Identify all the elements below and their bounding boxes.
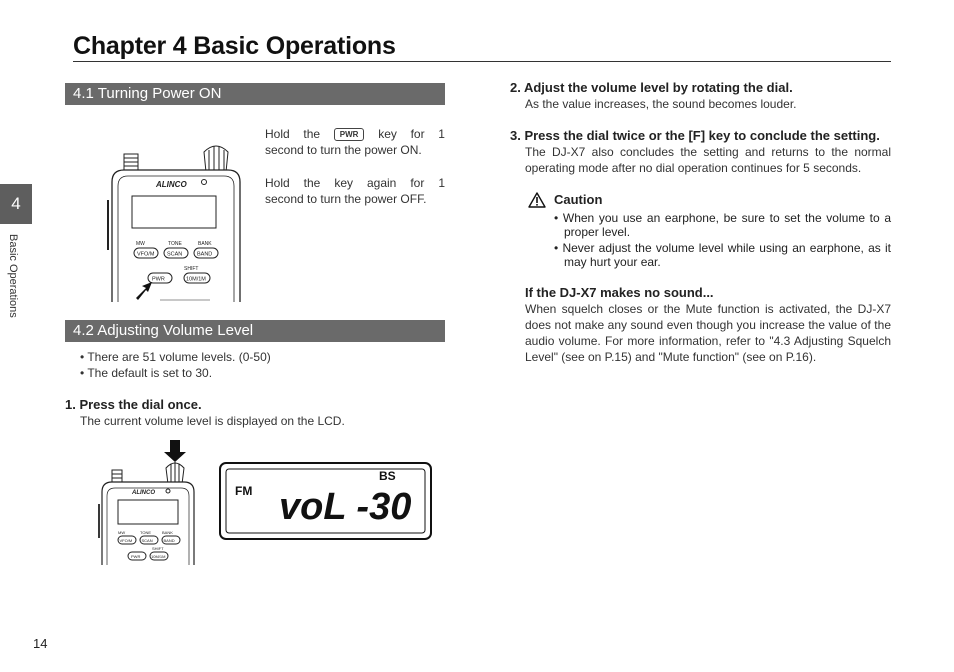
chapter-tab: 4 bbox=[0, 184, 32, 224]
svg-text:SCAN: SCAN bbox=[141, 538, 153, 543]
svg-text:BAND: BAND bbox=[163, 538, 175, 543]
warning-icon bbox=[528, 192, 546, 208]
title-rule bbox=[73, 61, 891, 62]
svg-text:SHIFT: SHIFT bbox=[184, 266, 199, 272]
svg-text:BANK: BANK bbox=[198, 241, 212, 247]
radio-illustration-volume bbox=[96, 438, 200, 566]
list-item: • Never adjust the volume level while using an earphone, as it may hurt your ear. bbox=[554, 241, 891, 269]
svg-text:VFO/M: VFO/M bbox=[137, 251, 155, 258]
section-heading-volume: 4.2 Adjusting Volume Level bbox=[65, 320, 445, 342]
svg-text:BANK: BANK bbox=[162, 530, 173, 535]
lcd-display bbox=[219, 462, 433, 542]
no-sound-desc: When squelch closes or the Mute function is activated, the DJ-X7 does not make any sound even though you increase the value of the audio volume. For more information, refer to "4.3 Adjusting Squelch Level" (see on P.15) and "Mute function" (see on P.16). bbox=[525, 302, 891, 364]
svg-text:TONE: TONE bbox=[140, 530, 152, 535]
svg-text:BAND: BAND bbox=[197, 251, 213, 258]
svg-text:10M/1M: 10M/1M bbox=[151, 554, 166, 559]
svg-text:ALINCO: ALINCO bbox=[132, 490, 155, 496]
radio-brand-logo: ALINCO bbox=[156, 180, 187, 189]
step-1-title: 1. Press the dial once. bbox=[65, 397, 202, 412]
power-on-instruction: Hold the PWR key for 1 second to turn the power ON. bbox=[265, 127, 445, 157]
caution-title: Caution bbox=[554, 192, 603, 207]
lcd-mode-label: FM bbox=[235, 484, 253, 498]
step-3-title: 3. Press the dial twice or the [F] key to conclude the setting. bbox=[510, 128, 880, 143]
press-down-arrow-icon bbox=[164, 440, 186, 462]
step-2-title: 2. Adjust the volume level by rotating the dial. bbox=[510, 80, 793, 95]
lcd-band-label: BS bbox=[379, 469, 396, 483]
chapter-tab-label bbox=[6, 234, 24, 334]
list-item: • There are 51 volume levels. (0-50) bbox=[80, 350, 271, 364]
page-number: 14 bbox=[33, 636, 48, 651]
caution-list bbox=[554, 211, 891, 271]
svg-text:VFO/M: VFO/M bbox=[119, 538, 133, 543]
svg-text:PWR: PWR bbox=[152, 276, 165, 283]
no-sound-title: If the DJ-X7 makes no sound... bbox=[525, 285, 714, 300]
list-item: • The default is set to 30. bbox=[80, 366, 213, 380]
chapter-tab-label-text: Basic Operations bbox=[7, 234, 19, 318]
pwr-key-icon: PWR bbox=[334, 128, 365, 141]
chapter-title: Chapter 4 Basic Operations bbox=[73, 32, 396, 60]
list-item: • When you use an earphone, be sure to set the volume to a proper level. bbox=[554, 211, 891, 239]
step-3-desc: The DJ-X7 also concludes the setting and returns to the normal operating mode after no dial operation continues for 5 seconds. bbox=[525, 145, 891, 175]
step-2-desc: As the value increases, the sound becomes louder. bbox=[525, 97, 797, 111]
volume-bullet-list bbox=[80, 349, 271, 381]
radio-illustration-power bbox=[100, 140, 260, 304]
svg-text:TONE: TONE bbox=[168, 241, 182, 247]
svg-text:SHIFT: SHIFT bbox=[152, 546, 164, 551]
lcd-volume-reading: voL -30 bbox=[279, 486, 412, 528]
svg-text:10M/1M: 10M/1M bbox=[186, 276, 206, 283]
section-heading-power-on: 4.1 Turning Power ON bbox=[65, 83, 445, 105]
power-off-instruction: Hold the key again for 1 second to turn the power OFF. bbox=[265, 176, 445, 206]
svg-text:PWR: PWR bbox=[131, 554, 141, 559]
svg-text:MW: MW bbox=[118, 530, 126, 535]
step-1-desc: The current volume level is displayed on the LCD. bbox=[80, 414, 345, 428]
svg-text:SCAN: SCAN bbox=[167, 251, 183, 258]
svg-text:MW: MW bbox=[136, 241, 145, 247]
